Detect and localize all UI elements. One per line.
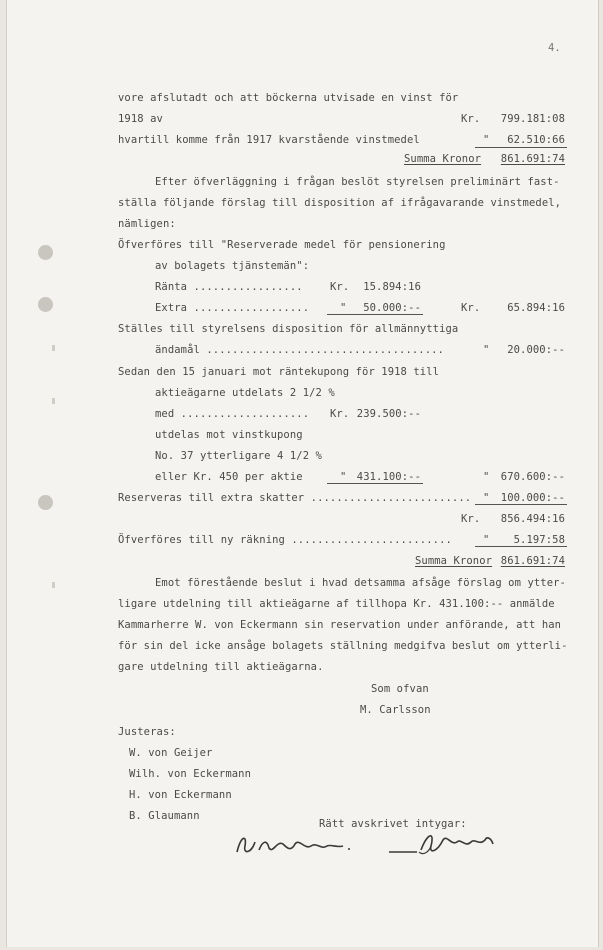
- currency: Kr.: [461, 513, 481, 525]
- text-line: Öfverföres till "Reserverade medel för pensionering: [118, 239, 446, 251]
- document-page: [6, 0, 599, 947]
- currency: Kr.: [330, 281, 350, 293]
- sum-amount: 861.691:74: [500, 153, 565, 165]
- text-line: ändamål .....................................: [155, 344, 444, 356]
- currency: ": [483, 134, 490, 146]
- sum-rule: [327, 314, 423, 315]
- amount: 431.100:--: [356, 471, 421, 483]
- text-line: för sin del icke ansåge bolagets ställning medgifva beslut om ytterli-: [118, 640, 568, 652]
- margin-mark: [52, 345, 55, 351]
- extra-label: Extra ..................: [155, 302, 310, 314]
- amount: 65.894:16: [507, 302, 565, 314]
- amount: 799.181:08: [500, 113, 565, 125]
- currency: ": [483, 471, 490, 483]
- currency: ": [483, 344, 490, 356]
- margin-mark: [52, 582, 55, 588]
- text-line: nämligen:: [118, 218, 176, 230]
- sum-rule: [475, 147, 567, 148]
- text-line: av bolagets tjänstemän":: [155, 260, 310, 272]
- binder-hole: [38, 495, 53, 510]
- justerare-name: W. von Geijer: [129, 747, 213, 759]
- currency: ": [340, 471, 347, 483]
- amount: 100.000:--: [500, 492, 565, 504]
- text-line: 1918 av: [118, 113, 163, 125]
- amount: 239.500:--: [356, 408, 421, 420]
- som-ofvan: Som ofvan: [371, 683, 429, 695]
- text-line: Reserveras till extra skatter .........................: [118, 492, 472, 504]
- currency: Kr.: [461, 302, 481, 314]
- signer-name: M. Carlsson: [360, 704, 431, 716]
- currency: ": [483, 492, 490, 504]
- justerare-name: Wilh. von Eckermann: [129, 768, 252, 780]
- sum-amount: 861.691:74: [500, 555, 565, 567]
- sum-label: Summa Kronor: [404, 153, 482, 165]
- text-line: Emot förestående beslut i hvad detsamma afsåge förslag om ytter-: [155, 577, 566, 589]
- text-line: eller Kr. 450 per aktie: [155, 471, 303, 483]
- text-line: utdelas mot vinstkupong: [155, 429, 303, 441]
- currency: Kr.: [461, 113, 481, 125]
- handwritten-signature: [387, 828, 497, 858]
- amount: 856.494:16: [500, 513, 565, 525]
- text-line: Kammarherre W. von Eckermann sin reservation under anförande, att han: [118, 619, 562, 631]
- binder-hole: [38, 245, 53, 260]
- text-line: ligare utdelning till aktieägarne af tillhopa Kr. 431.100:-- anmälde: [118, 598, 555, 610]
- text-line: aktieägarne utdelats 2 1/2 %: [155, 387, 335, 399]
- certification-label: Rätt avskrivet intygar:: [319, 818, 467, 830]
- text-line: Efter öfverläggning i frågan beslöt styrelsen preliminärt fast-: [155, 176, 560, 188]
- text-line: Sedan den 15 januari mot räntekupong för 1918 till: [118, 366, 440, 378]
- text-line: med ....................: [155, 408, 310, 420]
- text-line: ställa följande förslag till disposition af ifrågavarande vinstmedel,: [118, 197, 562, 209]
- sum-label: Summa Kronor: [415, 555, 493, 567]
- currency: Kr.: [330, 408, 350, 420]
- justerare-name: B. Glaumann: [129, 810, 200, 822]
- amount: 20.000:--: [507, 344, 565, 356]
- justerare-name: H. von Eckermann: [129, 789, 232, 801]
- amount: 15.894:16: [363, 281, 421, 293]
- text-line: Ställes till styrelsens disposition för allmännyttiga: [118, 323, 459, 335]
- amount: 5.197:58: [513, 534, 565, 546]
- amount: 50.000:--: [363, 302, 421, 314]
- currency: ": [483, 534, 490, 546]
- text-line: vore afslutadt och att böckerna utvisade en vinst för: [118, 92, 459, 104]
- amount: 62.510:66: [507, 134, 565, 146]
- text-line: hvartill komme från 1917 kvarstående vinstmedel: [118, 134, 420, 146]
- sum-rule: [327, 483, 423, 484]
- text-line: Öfverföres till ny räkning .........................: [118, 534, 452, 546]
- text-line: No. 37 ytterligare 4 1/2 %: [155, 450, 322, 462]
- amount: 670.600:--: [500, 471, 565, 483]
- justeras-label: Justeras:: [118, 726, 176, 738]
- sum-rule: [475, 546, 567, 547]
- currency: ": [340, 302, 347, 314]
- handwritten-signature: [233, 832, 353, 858]
- binder-hole: [38, 297, 53, 312]
- margin-mark: [52, 398, 55, 404]
- sum-rule: [475, 504, 567, 505]
- text-line: gare utdelning till aktieägarna.: [118, 661, 324, 673]
- page-number: 4.: [548, 42, 561, 54]
- ranta-label: Ränta .................: [155, 281, 303, 293]
